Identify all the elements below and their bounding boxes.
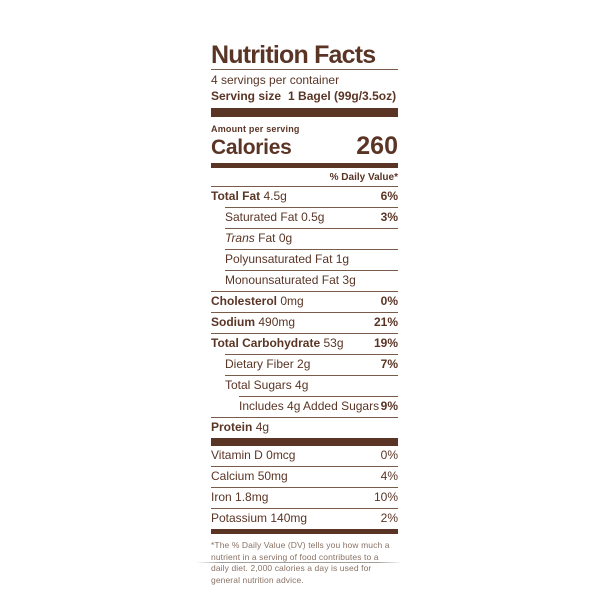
nutrient-row-trans-fat: Trans Fat 0g xyxy=(225,228,398,249)
vitamin-row-potassium: Potassium 140mg 2% xyxy=(211,508,398,529)
daily-value-header: % Daily Value* xyxy=(329,172,398,183)
nutrient-row-total-carbohydrate: Total Carbohydrate 53g 19% xyxy=(211,333,398,354)
daily-value-footnote: *The % Daily Value (DV) tells you how much a nutrient in a serving of food contributes to a daily diet. 2,000 calories a day is used for general nutrition advice. xyxy=(211,540,390,585)
nutrition-facts-label xyxy=(211,42,398,586)
serving-size-label: Serving size xyxy=(211,89,282,103)
calories-value: 260 xyxy=(356,132,398,160)
dv-value: 7% xyxy=(380,357,398,371)
dv-value: 0% xyxy=(380,448,398,462)
nutrient-row-total-sugars: Total Sugars 4g xyxy=(225,375,398,396)
dv-value: 0% xyxy=(380,294,398,308)
dv-value: 6% xyxy=(380,189,398,203)
servings-per-container: 4 servings per container xyxy=(211,73,340,87)
vitamin-row-calcium: Calcium 50mg 4% xyxy=(211,466,398,487)
vitamin-row-vitamin-d: Vitamin D 0mcg 0% xyxy=(211,448,398,462)
dv-value: 4% xyxy=(380,469,398,483)
thick-rule-top xyxy=(211,108,398,117)
vitamin-row-iron: Iron 1.8mg 10% xyxy=(211,487,398,508)
label-title: Nutrition Facts xyxy=(211,42,398,70)
serving-size-value: 1 Bagel (99g/3.5oz) xyxy=(288,89,397,103)
thick-rule-protein xyxy=(211,438,398,446)
dv-value: 9% xyxy=(380,399,398,413)
dv-value: 19% xyxy=(373,336,398,350)
nutrient-row-polyunsaturated-fat: Polyunsaturated Fat 1g xyxy=(225,249,398,270)
dv-value: 10% xyxy=(373,490,398,504)
dv-value: 3% xyxy=(380,210,398,224)
nutrient-row-saturated-fat: Saturated Fat 0.5g 3% xyxy=(225,207,398,228)
nutrient-row-total-fat: Total Fat 4.5g 6% xyxy=(211,186,398,207)
nutrient-row-added-sugars: Includes 4g Added Sugars 9% xyxy=(239,396,398,417)
medium-rule-bottom xyxy=(211,529,398,534)
serving-size-row xyxy=(211,89,398,103)
dv-value: 2% xyxy=(380,511,398,525)
nutrient-row-cholesterol: Cholesterol 0mg 0% xyxy=(211,291,398,312)
nutrient-row-dietary-fiber: Dietary Fiber 2g 7% xyxy=(225,354,398,375)
nutrient-row-protein: Protein 4g xyxy=(211,417,398,438)
dv-value: 21% xyxy=(373,315,398,329)
page-divider-line xyxy=(196,562,402,563)
amount-per-serving-label: Amount per serving xyxy=(211,124,300,134)
nutrient-row-sodium: Sodium 490mg 21% xyxy=(211,312,398,333)
calories-row xyxy=(211,134,398,159)
nutrient-row-monounsaturated-fat: Monounsaturated Fat 3g xyxy=(225,270,398,291)
calories-label: Calories xyxy=(211,136,292,159)
